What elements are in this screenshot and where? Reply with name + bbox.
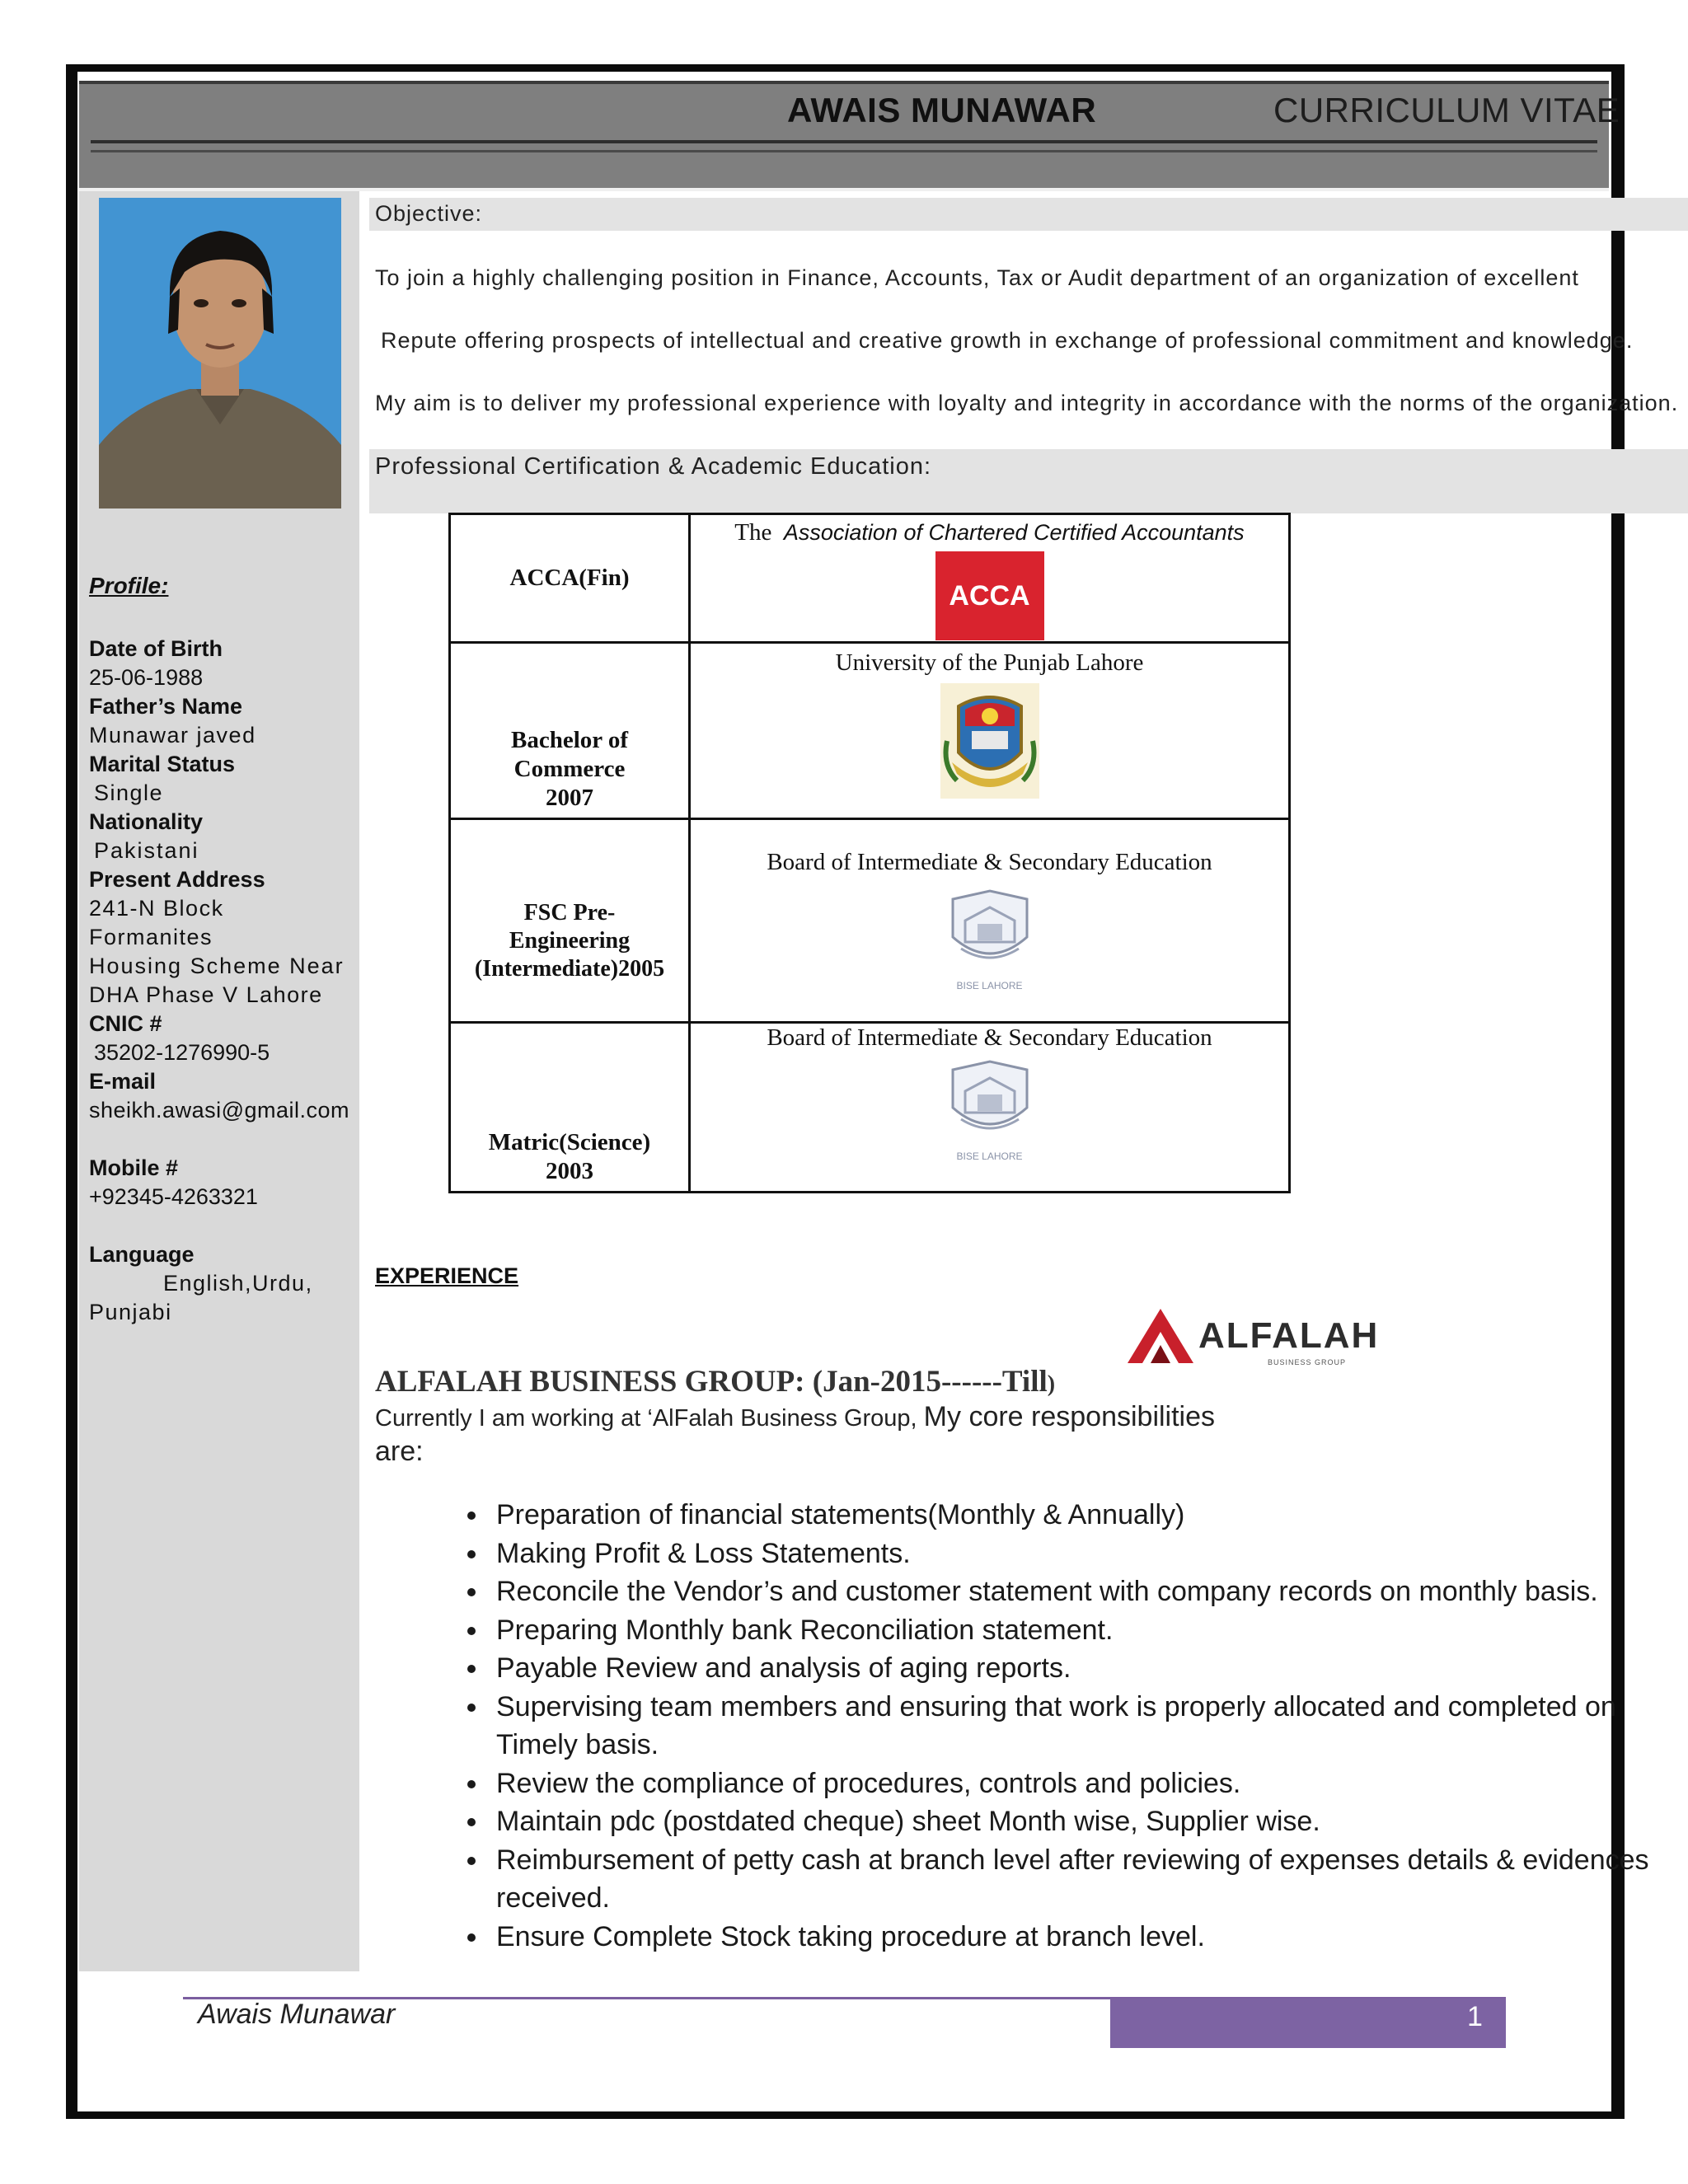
objective-line-2: Repute offering prospects of intellectual and creative growth in exchange of professional commitment and knowledge. (381, 328, 1634, 353)
education-institute-cell (690, 819, 1290, 1023)
profile-heading: Profile: (89, 573, 169, 598)
education-institute: Board of Intermediate & Secondary Education (767, 1024, 1212, 1051)
company-title-text: ALFALAH BUSINESS GROUP: (Jan-2015------Till (375, 1365, 1048, 1399)
education-row (450, 1023, 1290, 1193)
email-label: E-mail (89, 1069, 157, 1094)
current-role-c: are: (375, 1436, 424, 1467)
header-rule-top (79, 81, 1609, 84)
email-value: sheikh.awasi@gmail.com (89, 1098, 350, 1122)
document-title: CURRICULUM VITAE (1273, 91, 1620, 129)
list-item: • Payable Review and analysis of aging reports. (490, 1649, 1688, 1688)
list-item: • Preparation of financial statements(Monthly & Annually) (490, 1496, 1688, 1535)
objective-band (369, 198, 1688, 231)
list-item: • Ensure Complete Stock taking procedure at branch level. (490, 1918, 1688, 1957)
cnic-label: CNIC # (89, 1011, 162, 1036)
list-item: • Reconcile the Vendor’s and customer statement with company records on monthly basis. (490, 1572, 1688, 1611)
current-role-b: My core responsibilities (923, 1401, 1216, 1432)
responsibilities-list (396, 1496, 1688, 1956)
education-heading: Professional Certification & Academic Education: (375, 453, 932, 480)
education-institute-cell (690, 1023, 1290, 1193)
bise-crest-icon (945, 888, 1035, 978)
education-institute: Association of Chartered Certified Accountants (783, 520, 1245, 545)
alfalah-logo-subtext: BUSINESS GROUP (1268, 1358, 1347, 1366)
marital-label: Marital Status (89, 752, 236, 776)
list-item: • Maintain pdc (postdated cheque) sheet Month wise, Supplier wise. (490, 1802, 1688, 1841)
degree-line: FSC Pre- (523, 900, 616, 926)
footer-page-bar (1110, 1999, 1506, 2048)
language-value-2: Punjabi (89, 1300, 172, 1324)
profile-photo (99, 198, 341, 509)
list-item: • Making Profit & Loss Statements. (490, 1535, 1688, 1573)
list-item: • Preparing Monthly bank Reconciliation statement. (490, 1611, 1688, 1650)
bise-logo-text: BISE LAHORE (956, 1151, 1023, 1162)
bise-logo (945, 1058, 1035, 1162)
bise-crest-icon (945, 1058, 1035, 1149)
address-line-1: 241-N Block Formanites (89, 896, 224, 949)
education-row (450, 643, 1290, 819)
alfalah-mark-icon (1128, 1309, 1193, 1363)
acca-logo (935, 551, 1044, 640)
bise-logo (945, 888, 1035, 991)
page-number: 1 (1467, 2001, 1483, 2032)
degree-line: (Intermediate)2005 (474, 956, 665, 982)
father-value: Munawar javed (89, 723, 256, 748)
alfalah-logo (1128, 1309, 1380, 1366)
education-row (450, 514, 1290, 643)
address-label: Present Address (89, 867, 265, 892)
mobile-value: +92345-4263321 (89, 1184, 258, 1209)
dob-label: Date of Birth (89, 636, 223, 661)
education-institute-cell (690, 514, 1290, 643)
punjab-university-crest-icon (940, 683, 1039, 799)
education-table (448, 513, 1291, 1193)
degree-line: 2003 (546, 1158, 593, 1184)
degree-line: Matric(Science) (488, 1129, 651, 1155)
education-institute-cell (690, 643, 1290, 819)
list-item: • Supervising team members and ensuring that work is properly allocated and completed on Timely basis. (490, 1688, 1688, 1765)
experience-heading: EXPERIENCE (375, 1263, 519, 1288)
candidate-name: AWAIS MUNAWAR (787, 91, 1097, 129)
degree-line: 2007 (546, 785, 593, 811)
education-degree (450, 514, 690, 643)
alfalah-logo-text: ALFALAH (1198, 1315, 1380, 1356)
degree-line: Commerce (513, 756, 626, 782)
profile-details (89, 635, 353, 1327)
header-rule (91, 140, 1597, 143)
language-value-1: English,Urdu, (163, 1271, 313, 1296)
education-degree (450, 643, 690, 819)
page-frame-left (66, 64, 77, 2119)
mobile-label: Mobile # (89, 1155, 179, 1180)
degree-line: Bachelor of (510, 727, 629, 753)
objective-heading: Objective: (375, 201, 483, 226)
company-title (375, 1364, 1055, 1399)
header-rule-secondary (91, 150, 1597, 152)
page-frame-bottom (66, 2111, 1625, 2119)
objective-line-3: My aim is to deliver my professional experience with loyalty and integrity in accordance with the norms of the organization. (375, 391, 1679, 415)
list-item: • Review the compliance of procedures, controls and policies. (490, 1765, 1688, 1803)
company-title-close: ) (1047, 1371, 1056, 1397)
list-item: • Reimbursement of petty cash at branch level after reviewing of expenses details & evidences received. (490, 1841, 1688, 1918)
education-row (450, 819, 1290, 1023)
current-role-a: Currently I am working at ‘AlFalah Business Group, (375, 1405, 917, 1432)
father-label: Father’s Name (89, 694, 243, 719)
objective-line-1: To join a highly challenging position in Finance, Accounts, Tax or Audit department of an organization of excellent (375, 265, 1579, 290)
nationality-value: Pakistani (94, 838, 199, 863)
current-role-text (375, 1401, 1215, 1433)
acca-logo-text: ACCA (949, 579, 1030, 612)
language-label: Language (89, 1242, 195, 1267)
education-degree (450, 1023, 690, 1193)
degree-line: Engineering (509, 928, 631, 954)
cnic-value: 35202-1276990-5 (94, 1040, 270, 1065)
page-frame-top (66, 64, 1625, 72)
nationality-label: Nationality (89, 809, 204, 834)
address-line-3: DHA Phase V Lahore (89, 982, 323, 1007)
bise-logo-text: BISE LAHORE (956, 980, 1023, 991)
address-line-2: Housing Scheme Near (89, 954, 345, 978)
footer-name: Awais Munawar (198, 1999, 396, 2030)
education-institute: Board of Intermediate & Secondary Education (767, 849, 1212, 875)
dob-value: 25-06-1988 (89, 665, 204, 690)
institute-prefix: The (734, 519, 772, 546)
education-institute: University of the Punjab Lahore (835, 649, 1144, 676)
person-photo-icon (99, 198, 341, 509)
education-degree-text: ACCA(Fin) (509, 565, 630, 591)
education-degree (450, 819, 690, 1023)
marital-value: Single (94, 780, 164, 805)
